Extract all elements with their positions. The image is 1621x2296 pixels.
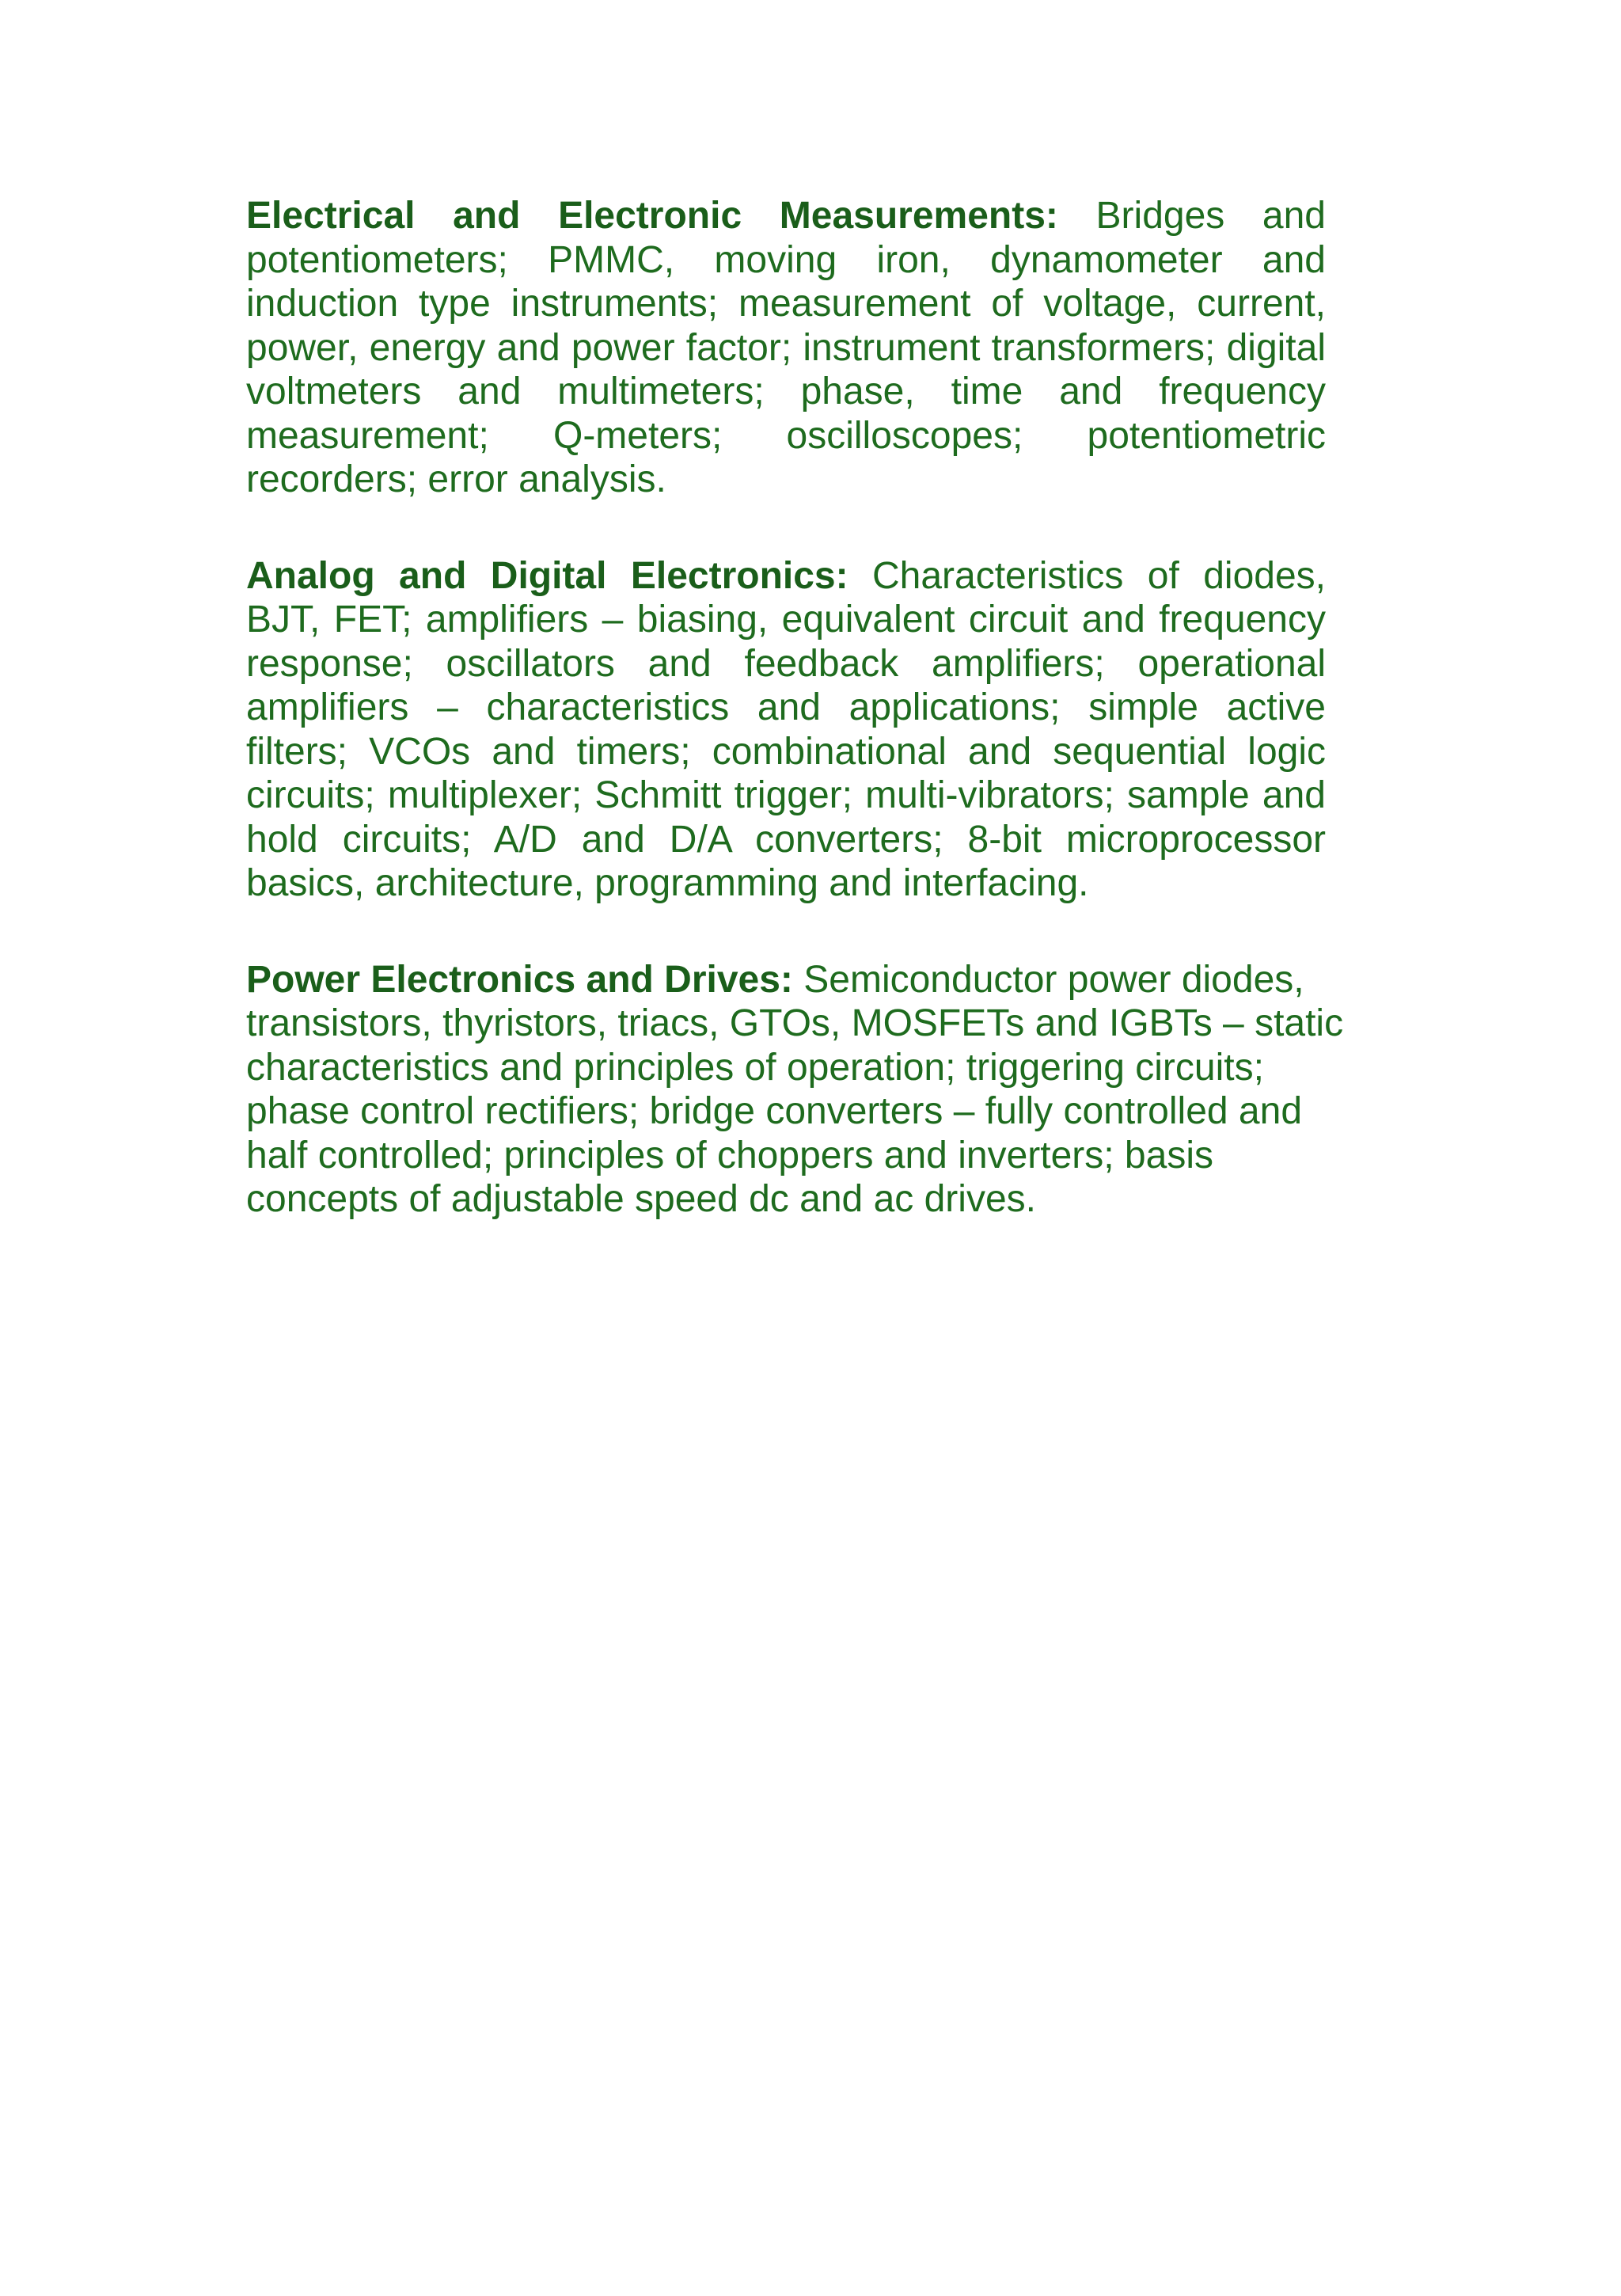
- section-electronics: [246, 554, 1326, 906]
- section-power-electronics: [246, 958, 1370, 1222]
- section-heading: Power Electronics and Drives:: [246, 958, 804, 1001]
- section-body: Semiconductor power diodes, transistors, thyristors, triacs, GTOs, MOSFETs and IGBTs – static characteristics and principles of operation; triggering circuits; phase control rectifiers; bridge converters – fully controlled and half controlled; principles of choppers and inverters; basis concepts of adjustable speed dc and ac drives.: [246, 958, 1344, 1220]
- section-body: Characteristics of diodes, BJT, FET; amplifiers – biasing, equivalent circuit and frequency response; oscillators and feedback amplifiers; operational amplifiers – characteristics and applications; simple active filters; VCOs and timers; combinational and sequential logic circuits; multiplexer; Schmitt trigger; multi-vibrators; sample and hold circuits; A/D and D/A converters; 8-bit microprocessor basics, architecture, programming and interfacing.: [246, 554, 1326, 904]
- section-gap: [246, 502, 1326, 554]
- section-heading: Analog and Digital Electronics:: [246, 554, 872, 597]
- syllabus-content: [246, 194, 1344, 1222]
- section-body: Bridges and potentiometers; PMMC, moving iron, dynamometer and induction type instruments; measurement of voltage, current, power, energy and power factor; instrument transformers; digital voltmeters and multimeters; phase, time and frequency measurement; Q-meters; oscilloscopes; potentiometric recorders; error analysis.: [246, 195, 1326, 500]
- section-gap: [246, 906, 1326, 958]
- section-measurements: [246, 194, 1326, 502]
- section-heading: Electrical and Electronic Measurements:: [246, 195, 1096, 237]
